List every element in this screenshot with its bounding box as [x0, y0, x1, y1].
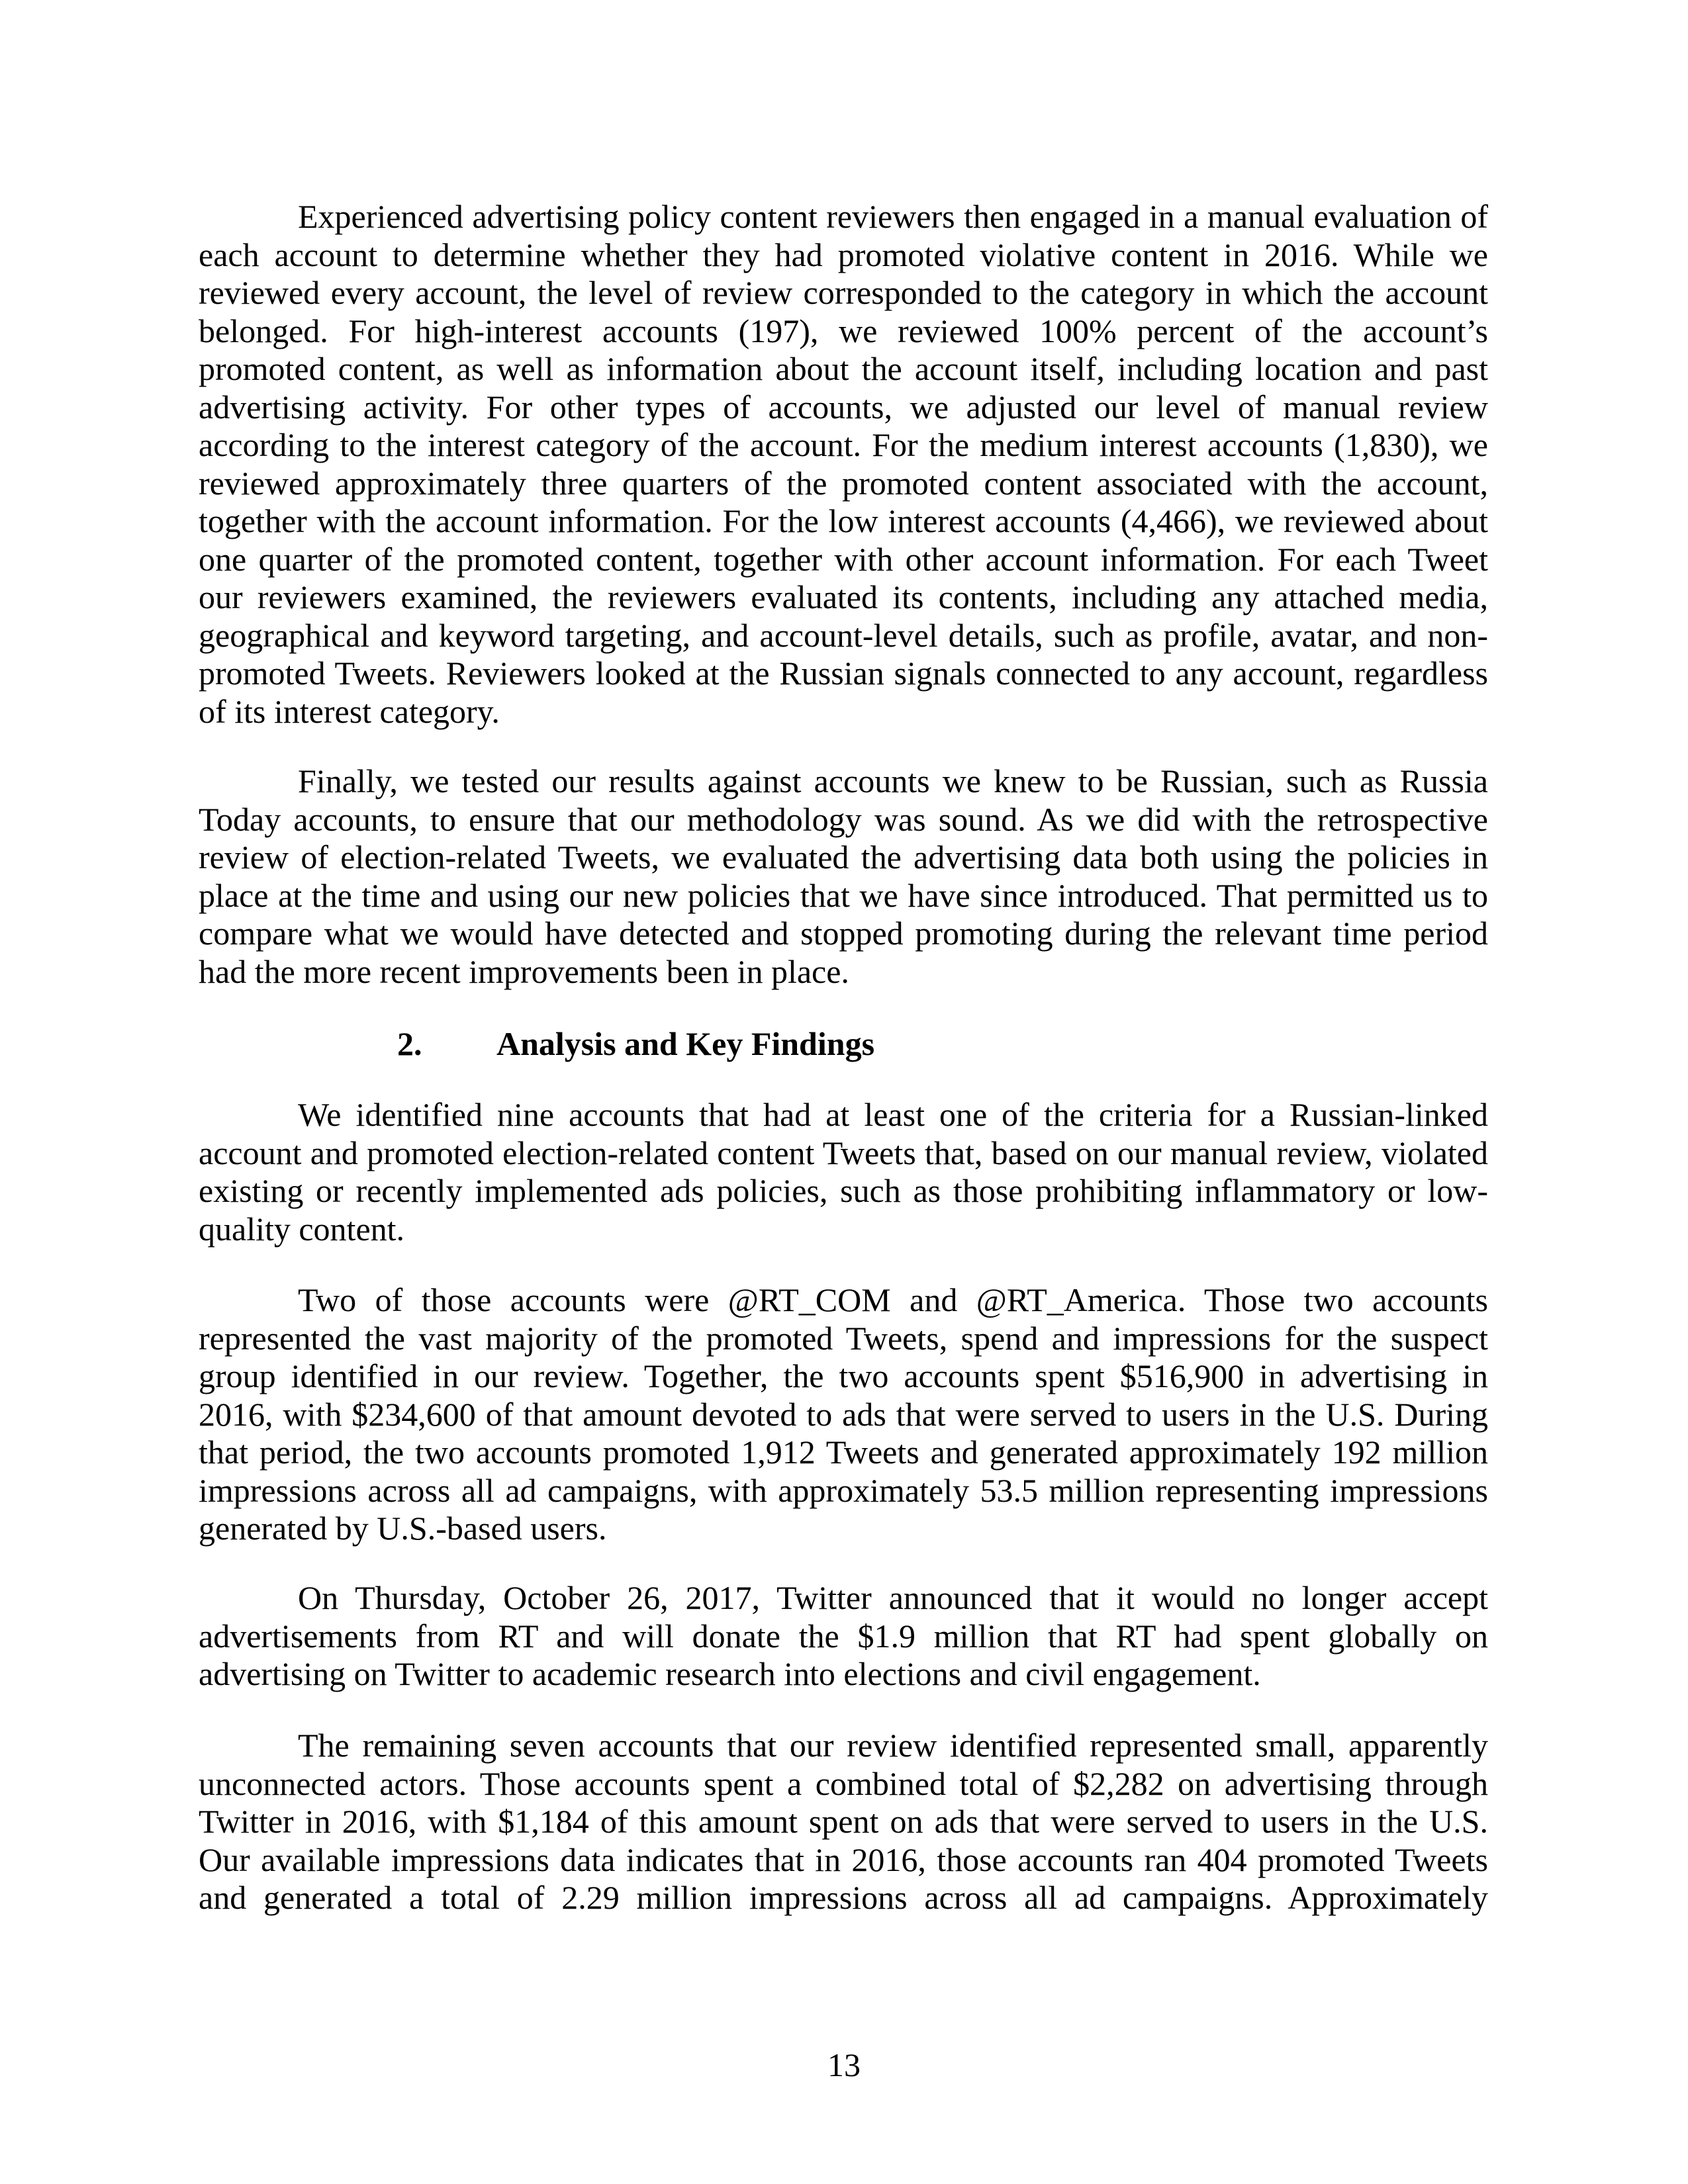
text-line: compare what we would have detected and stopped promoting during the relevant time period [199, 915, 1488, 952]
paragraph-review-methodology [199, 198, 1488, 731]
text-line: On Thursday, October 26, 2017, Twitter announced that it would no longer accept [298, 1579, 1488, 1616]
text-line: account and promoted election-related content Tweets that, based on our manual review, violated [199, 1134, 1488, 1171]
text-line: place at the time and using our new policies that we have since introduced. That permitted us to [199, 876, 1488, 914]
text-line: Finally, we tested our results against accounts we knew to be Russian, such as Russia [298, 762, 1488, 799]
paragraph-rt-announcement [199, 1579, 1488, 1694]
text-line: according to the interest category of the account. For the medium interest accounts (1,830), we [199, 426, 1488, 463]
text-line: Our available impressions data indicates that in 2016, those accounts ran 404 promoted Tweets [199, 1841, 1488, 1878]
text-line: represented the vast majority of the promoted Tweets, spend and impressions for the suspect [199, 1319, 1488, 1357]
text-line: reviewed approximately three quarters of the promoted content associated with the account, [199, 464, 1488, 502]
text-line: generated by U.S.-based users. [199, 1510, 607, 1547]
text-line: our reviewers examined, the reviewers evaluated its contents, including any attached media, [199, 578, 1488, 615]
paragraph-methodology-validation [199, 762, 1488, 991]
text-line: promoted Tweets. Reviewers looked at the Russian signals connected to any account, regardless [199, 655, 1488, 692]
text-line: We identified nine accounts that had at least one of the criteria for a Russian-linked [298, 1096, 1488, 1133]
text-line: belonged. For high-interest accounts (197), we reviewed 100% percent of the account’s [199, 312, 1488, 349]
text-line: Two of those accounts were @RT_COM and @RT_America. Those two accounts [298, 1281, 1488, 1318]
text-line: of its interest category. [199, 692, 500, 730]
text-line: unconnected actors. Those accounts spent a combined total of $2,282 on advertising through [199, 1764, 1488, 1802]
text-line: Today accounts, to ensure that our methodology was sound. As we did with the retrospective [199, 800, 1488, 838]
text-line: geographical and keyword targeting, and account-level details, such as profile, avatar, and non- [199, 616, 1488, 654]
text-line: had the more recent improvements been in place. [199, 952, 849, 990]
paragraph-remaining-accounts [199, 1727, 1488, 1917]
section-heading-number: 2. [397, 1025, 422, 1062]
text-line: impressions across all ad campaigns, with approximately 53.5 million representing impressions [199, 1471, 1488, 1509]
text-line: quality content. [199, 1210, 405, 1248]
text-line: Twitter in 2016, with $1,184 of this amount spent on ads that were served to users in the U.S. [199, 1803, 1488, 1840]
page-number: 13 [827, 2046, 861, 2083]
text-line: and generated a total of 2.29 million impressions across all ad campaigns. Approximately [199, 1879, 1488, 1916]
text-line: reviewed every account, the level of review corresponded to the category in which the account [199, 274, 1488, 311]
paragraph-rt-accounts [199, 1281, 1488, 1548]
text-line: advertisements from RT and will donate the $1.9 million that RT had spent globally on [199, 1617, 1488, 1655]
text-line: Experienced advertising policy content reviewers then engaged in a manual evaluation of [298, 198, 1488, 235]
text-line: together with the account information. For the low interest accounts (4,466), we reviewed about [199, 502, 1488, 539]
text-line: existing or recently implemented ads policies, such as those prohibiting inflammatory or low- [199, 1172, 1488, 1209]
text-line: that period, the two accounts promoted 1,912 Tweets and generated approximately 192 million [199, 1433, 1488, 1471]
section-heading-title: Analysis and Key Findings [496, 1025, 875, 1062]
text-line: promoted content, as well as information about the account itself, including location and past [199, 350, 1488, 387]
text-line: review of election-related Tweets, we evaluated the advertising data both using the policies in [199, 839, 1488, 876]
text-line: one quarter of the promoted content, together with other account information. For each Tweet [199, 540, 1488, 578]
paragraph-nine-accounts [199, 1096, 1488, 1248]
text-line: group identified in our review. Together, the two accounts spent $516,900 in advertising in [199, 1357, 1488, 1394]
text-line: The remaining seven accounts that our review identified represented small, apparently [298, 1727, 1488, 1764]
text-line: advertising on Twitter to academic research into elections and civil engagement. [199, 1655, 1261, 1692]
text-line: each account to determine whether they had promoted violative content in 2016. While we [199, 236, 1488, 273]
text-line: advertising activity. For other types of accounts, we adjusted our level of manual review [199, 388, 1488, 426]
text-line: 2016, with $234,600 of that amount devoted to ads that were served to users in the U.S. During [199, 1395, 1488, 1433]
